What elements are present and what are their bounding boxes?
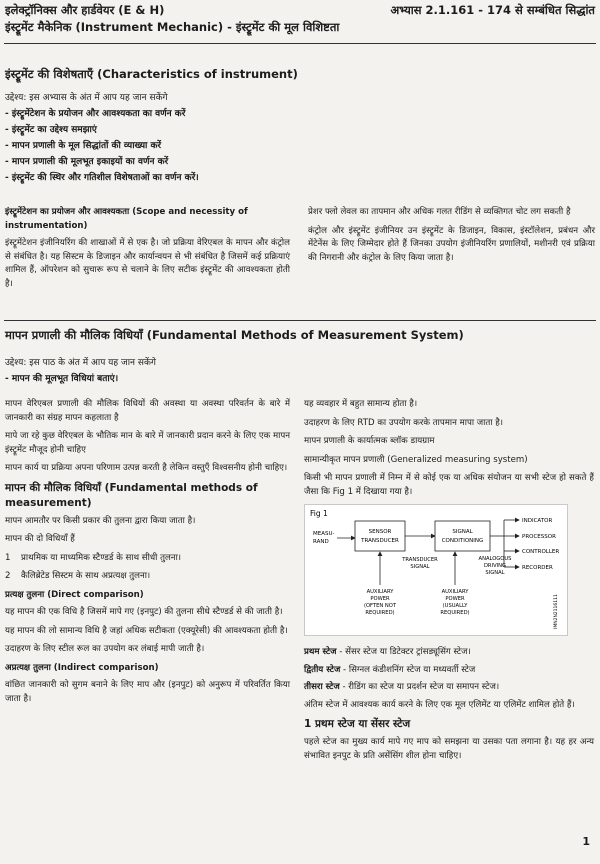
output-label: CONTROLLER (522, 549, 560, 555)
paragraph: उदाहरण के लिए स्टील रूल का उपयोग कर लंबाई मापी जाती है। (5, 644, 205, 654)
scope-heading: इंस्ट्रूमेंटेशन का प्रयोजन और आवश्यकता (Scope and necessity of instrumentation) (5, 207, 248, 231)
section2-title: मापन प्रणाली की मौलिक विधियाँ (Fundamental Methods of Measurement System) (5, 328, 464, 342)
section1-left-column (5, 206, 290, 296)
aux-power-label: (USUALLY (442, 603, 468, 609)
stage-line (304, 664, 594, 678)
list-text: कैलिब्रेटेड सिस्टम के साथ अप्रत्यक्ष तुलना। (21, 571, 151, 581)
aux-power-label: AUXILIARY (366, 589, 394, 595)
list-item: - मापन की मूलभूत विधियां बताएं। (5, 371, 595, 384)
stage-text: - सेंसर स्टेज या डिटेक्टर ट्रांसड्यूसिंग स्टेज। (336, 647, 471, 657)
section2-left-column (5, 398, 290, 711)
section2-objectives (5, 355, 595, 387)
paragraph: सामान्यीकृत मापन प्रणाली (Generalized measuring system) (304, 454, 528, 465)
page-header (5, 3, 595, 35)
sensor-transducer-block (355, 521, 405, 551)
list-item: - इंस्ट्रूमेंट का उद्देश्य समझाएं (5, 122, 595, 135)
exercise-reference: अभ्यास 2.1.161 - 174 से सम्बंधित सिद्धांत (390, 3, 595, 17)
paragraph: मापन आमतौर पर किसी प्रकार की तुलना द्वारा किया जाता है। (5, 515, 196, 526)
stage-text: - रीडिंग का स्टेज या प्रदर्शन स्टेज या समापन स्टेज। (339, 682, 500, 692)
block-diagram (305, 505, 567, 635)
paragraph: कंट्रोल और इंस्ट्रूमेंट इंजीनियर उन इंस्ट्रूमेंट के डिजाइन, विकास, इंस्टॉलेशन, प्रबंधन और मेंटेनेंस के लिए जिम्मेदार होते हैं जिनका उपयोग इंजीनियरिंग प्रणालियों, मशीनरी एवं प्रक्रिया की निगरानी और कंट्रोल के लिए किया जाता है। (308, 225, 595, 263)
paragraph: यह व्यवहार में बहुत सामान्य होता है। (304, 399, 418, 409)
paragraph: वांछित जानकारी को सुगम बनाने के लिए माप और (इनपुट) को अनुरूप में परिवर्तित किया जाता है। (5, 680, 290, 704)
figure-code: IMN2N2116111 (554, 594, 559, 629)
output-label: INDICATOR (522, 518, 553, 524)
stage-label: तीसरा स्टेज (304, 682, 340, 692)
measurement-system-figure (304, 504, 568, 636)
block-label: CONDITIONING (441, 538, 484, 544)
output-label: RECORDER (522, 565, 553, 571)
aux-power-label: POWER (445, 596, 465, 602)
paragraph: मापन की दो विधियाँ हैं (5, 534, 75, 544)
header-divider (4, 43, 596, 44)
list-item (5, 552, 290, 566)
signal-label: ANALOGOUS (478, 556, 512, 562)
stage-label: द्वितीय स्टेज (304, 664, 341, 675)
objective-list (5, 371, 595, 384)
paragraph: मापन कार्य या प्रक्रिया अपना परिणाम उत्पन्न करती है लेकिन वस्तुएँ विश्वसनीय होनी चाहिए। (5, 463, 288, 473)
objective-intro: उद्देश्य: इस पाठ के अंत में आप यह जान सकेंगे (5, 358, 156, 368)
block-label: SIGNAL (452, 529, 473, 535)
trade-title: इलेक्ट्रॉनिक्स और हार्डवेयर (E & H) (5, 3, 165, 17)
list-item: - इंस्ट्रूमेंटेशन के प्रयोजन और आवश्यकता का वर्णन करें (5, 106, 595, 119)
aux-power-label: POWER (370, 596, 390, 602)
block-label: SENSOR (368, 529, 392, 535)
aux-power-label: (OFTEN NOT (363, 603, 397, 609)
section1-title: इंस्ट्रूमेंट की विशेषताएँ (Characteristics of instrument) (5, 67, 298, 81)
list-number: 1 (5, 552, 11, 563)
paragraph: यह मापन की लो सामान्य विधि है जहां अधिक सटीकता (एक्यूरेसी) की आवश्यकता होती है। (5, 625, 288, 636)
paragraph: अंतिम स्टेज में आवश्यक कार्य करने के लिए एक मूल एलिमेंट या एलिमेंट शामिल होते हैं। (304, 699, 575, 710)
stage-line (304, 646, 594, 660)
chapter-subtitle: इंस्ट्रूमेंट मैकेनिक (Instrument Mechanic) - इंस्ट्रूमेंट की मूल विशिष्टता (5, 20, 340, 34)
measurand-label: RAND (313, 539, 329, 545)
list-number: 2 (5, 571, 11, 581)
output-label: PROCESSOR (522, 534, 556, 540)
page-number: 1 (582, 835, 590, 848)
aux-power-label: REQUIRED) (365, 610, 395, 616)
list-item (5, 570, 290, 584)
paragraph: प्रेशर फ्लो लेवल का तापमान और अधिक गलत रीडिंग से व्यक्तिगत चोट लग सकती है (308, 207, 571, 217)
list-item: - मापन प्रणाली के मूल सिद्धांतों की व्याख्या करें (5, 138, 595, 151)
section1-objectives (5, 90, 595, 186)
list-text: प्राथमिक या माध्यमिक स्टैण्डर्ड के साथ सीधी तुलना। (21, 552, 182, 563)
paragraph: यह मापन की एक विधि है जिसमें मापे गए (इनपुट) की तुलना सीधे स्टैण्डर्ड से की जाती है। (5, 607, 283, 617)
figure-label: Fig 1 (310, 509, 328, 518)
signal-label: SIGNAL (410, 564, 430, 570)
stage-text: - सिग्नल कंडीशनिंग स्टेज या मध्यवर्ती स्टेज (340, 664, 476, 675)
paragraph: मापन प्रणाली के कार्यात्मक ब्लॉक डायग्राम (304, 436, 435, 446)
paragraph: मापे जा रहे कुछ वेरिएबल के भौतिक मान के बारे में जानकारी प्रदान करने के लिए एक मापन इंस्ट्रूमेंट मौजूद होनी चाहिए (5, 431, 290, 455)
list-item: - मापन प्रणाली की मूलभूत इकाइयों का वर्णन करें (5, 154, 595, 167)
block-label: TRANSDUCER (361, 538, 399, 544)
signal-label: TRANSDUCER (402, 557, 438, 563)
signal-conditioning-block (435, 521, 490, 551)
paragraph: किसी भी मापन प्रणाली में निम्न में से कोई एक या अधिक संयोजन या सभी स्टेज हो सकते हैं जैसा कि Fig 1 में दिखाया गया है। (304, 473, 594, 497)
objective-list (5, 106, 595, 183)
section2-right-column (304, 398, 594, 768)
measurand-label: MEASU- (313, 531, 335, 537)
paragraph: मापन वेरिएबल प्रणाली की मौलिक विधियों की अवस्था या अवस्था परिवर्तन के बारे में जानकारी का संग्रह मापन कहलाता है (5, 399, 290, 423)
signal-label: SIGNAL (485, 570, 505, 576)
aux-power-label: REQUIRED) (440, 610, 470, 616)
section1-right-column (308, 206, 595, 270)
paragraph: इंस्ट्रूमेंटेशन इंजीनियरिंग की शाखाओं में से एक है। जो प्रक्रिया वेरिएबल के मापन और कंट्रोल से संबंधित है। यह सिस्टम के डिजाइन और कार्यान्वयन से भी संबंधित है जिसमें कई प्रक्रियाएं शामिल हैं, ऑपरेशन को सुचारू रूप से चलाने के लिए सटीक इंस्ट्रूमेंट की आवश्यकता होती है। (5, 238, 290, 289)
methods-heading: मापन की मौलिक विधियाँ (Fundamental methods of measurement) (5, 481, 258, 509)
paragraph: पहले स्टेज का मुख्य कार्य मापे गए माप को समझना या उसका पता लगाना है। यह हर अन्य संभावित इनपुट के प्रति असेंसिंग शील होना चाहिए। (304, 737, 594, 761)
indirect-comparison-heading: अप्रत्यक्ष तुलना (Indirect comparison) (5, 662, 159, 673)
aux-power-label: AUXILIARY (441, 589, 469, 595)
objective-intro: उद्देश्य: इस अभ्यास के अंत में आप यह जान सकेंगे (5, 93, 168, 103)
stage-line (304, 681, 594, 695)
direct-comparison-heading: प्रत्यक्ष तुलना (Direct comparison) (5, 589, 144, 600)
signal-label: DRIVING (483, 563, 507, 569)
list-item: - इंस्ट्रूमेंट की स्थिर और गतिशील विशेषताओं का वर्णन करें। (5, 170, 595, 183)
sensor-stage-heading: 1 प्रथम स्टेज या सेंसर स्टेज (304, 718, 411, 730)
stage-label: प्रथम स्टेज (304, 647, 337, 657)
section-divider (4, 320, 596, 321)
paragraph: उदाहरण के लिए RTD का उपयोग करके तापमान मापा जाता है। (304, 417, 504, 428)
